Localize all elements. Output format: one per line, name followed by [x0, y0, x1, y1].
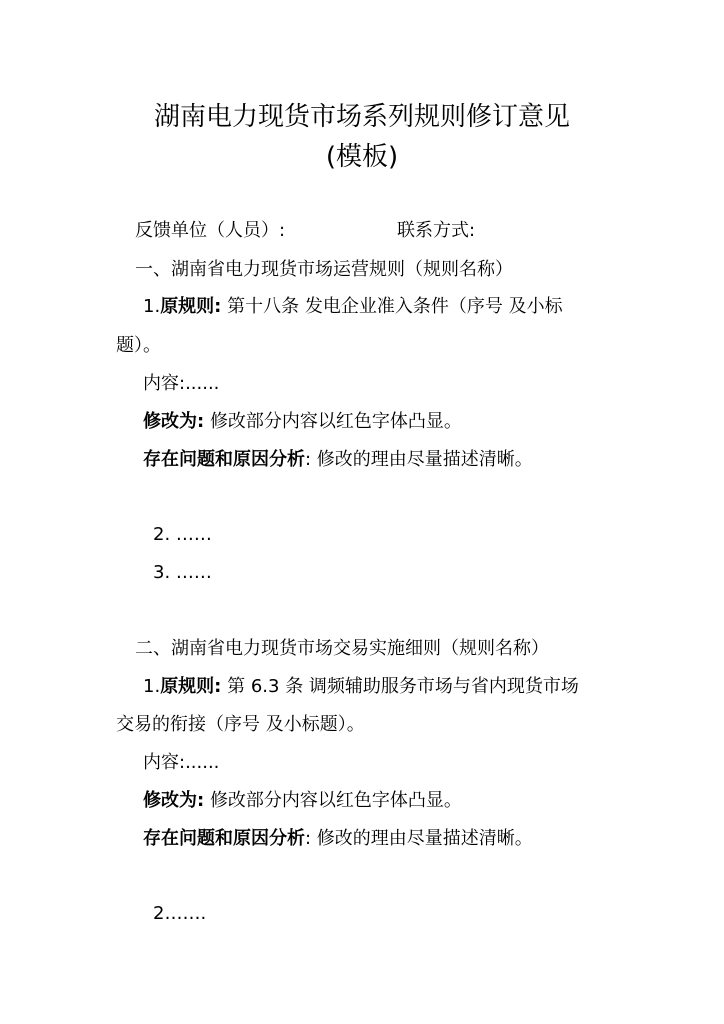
section-1-original-rule-cont: 题）。: [116, 335, 161, 356]
section-1-item-2: 2. ……: [153, 524, 212, 545]
issue-label: 存在问题和原因分析: [143, 449, 305, 470]
document-subtitle: (模板): [325, 142, 399, 172]
document-title: 湖南电力现货市场系列规则修订意见: [153, 102, 570, 132]
section-1-item-3: 3. ……: [153, 562, 212, 583]
section-1-issue: [143, 448, 533, 472]
section-1-modify: [143, 410, 462, 434]
modify-label: 修改为:: [143, 411, 205, 432]
section-1-content: 内容:......: [143, 373, 220, 394]
section-2-modify: [143, 789, 462, 813]
item-number: 1.: [143, 296, 161, 317]
section-2-original-rule: [143, 675, 579, 699]
original-rule-label: 原规则:: [160, 296, 222, 317]
section-2-item-2: 2…….: [153, 903, 207, 924]
issue-text: : 修改的理由尽量描述清晰。: [305, 828, 533, 849]
issue-text: : 修改的理由尽量描述清晰。: [305, 449, 533, 470]
modify-label: 修改为:: [143, 790, 205, 811]
section-2-issue: [143, 827, 533, 851]
modify-text: 修改部分内容以红色字体凸显。: [209, 411, 462, 432]
item-number: 1.: [143, 676, 161, 697]
original-rule-label: 原规则:: [160, 676, 222, 697]
original-rule-text: 第 6.3 条 调频辅助服务市场与省内现货市场: [227, 676, 579, 697]
section-2-heading: 二、湖南省电力现货市场交易实施细则（规则名称）: [135, 638, 549, 659]
contact-label: 联系方式:: [397, 220, 476, 241]
modify-text: 修改部分内容以红色字体凸显。: [209, 790, 462, 811]
section-1-original-rule: [143, 295, 563, 319]
section-2-content: 内容:......: [143, 752, 220, 773]
issue-label: 存在问题和原因分析: [143, 828, 305, 849]
feedback-unit-label: 反馈单位（人员）:: [135, 220, 286, 241]
section-1-heading: 一、湖南省电力现货市场运营规则（规则名称）: [135, 259, 513, 280]
original-rule-text: 第十八条 发电企业准入条件（序号 及小标: [227, 296, 563, 317]
section-2-original-rule-cont: 交易的衔接（序号 及小标题）。: [116, 714, 365, 735]
